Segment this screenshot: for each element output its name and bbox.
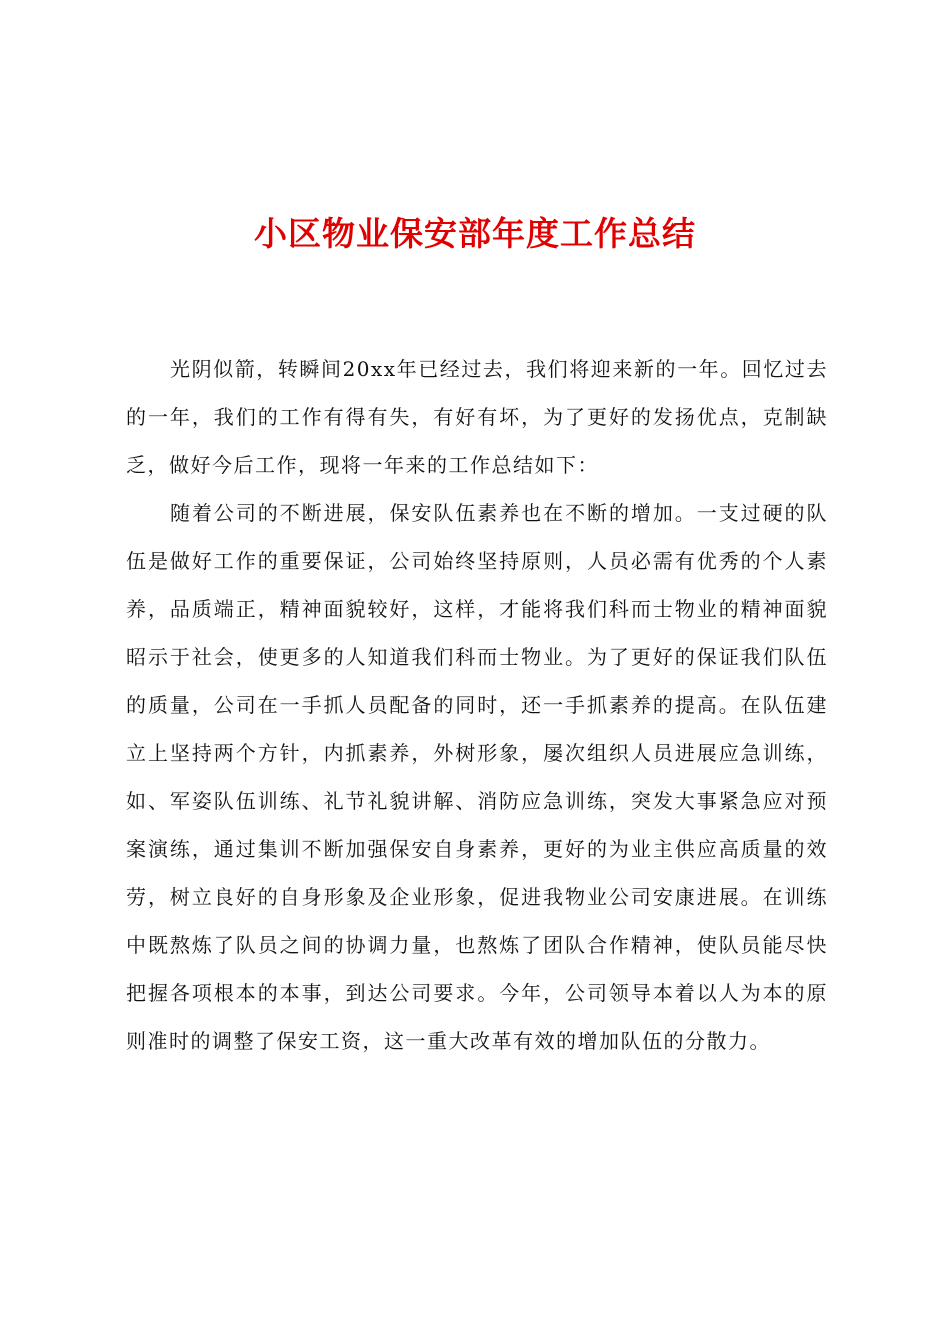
document-body — [126, 345, 828, 1065]
paragraph-team-building: 随着公司的不断进展，保安队伍素养也在不断的增加。一支过硬的队伍是做好工作的重要保证，公司始终坚持原则，人员必需有优秀的个人素养，品质端正，精神面貌较好，这样，才能将我们科而士物业的精神面貌昭示于社会，使更多的人知道我们科而士物业。为了更好的保证我们队伍的质量，公司在一手抓人员配备的同时，还一手抓素养的提高。在队伍建立上坚持两个方针，内抓素养，外树形象，屡次组织人员进展应急训练，如、军姿队伍训练、礼节礼貌讲解、消防应急训练，突发大事紧急应对预案演练，通过集训不断加强保安自身素养，更好的为业主供应高质量的效劳，树立良好的自身形象及企业形象，促进我物业公司安康进展。在训练中既熬炼了队员之间的协调力量，也熬炼了团队合作精神，使队员能尽快把握各项根本的本事，到达公司要求。今年，公司领导本着以人为本的原则准时的调整了保安工资，这一重大改革有效的增加队伍的分散力。 — [126, 501, 828, 1053]
paragraph-intro: 光阴似箭，转瞬间20xx年已经过去，我们将迎来新的一年。回忆过去的一年，我们的工作有得有失，有好有坏，为了更好的发扬优点，克制缺乏，做好今后工作，现将一年来的工作总结如下： — [126, 357, 828, 477]
page-title: 小区物业保安部年度工作总结 — [254, 214, 696, 253]
